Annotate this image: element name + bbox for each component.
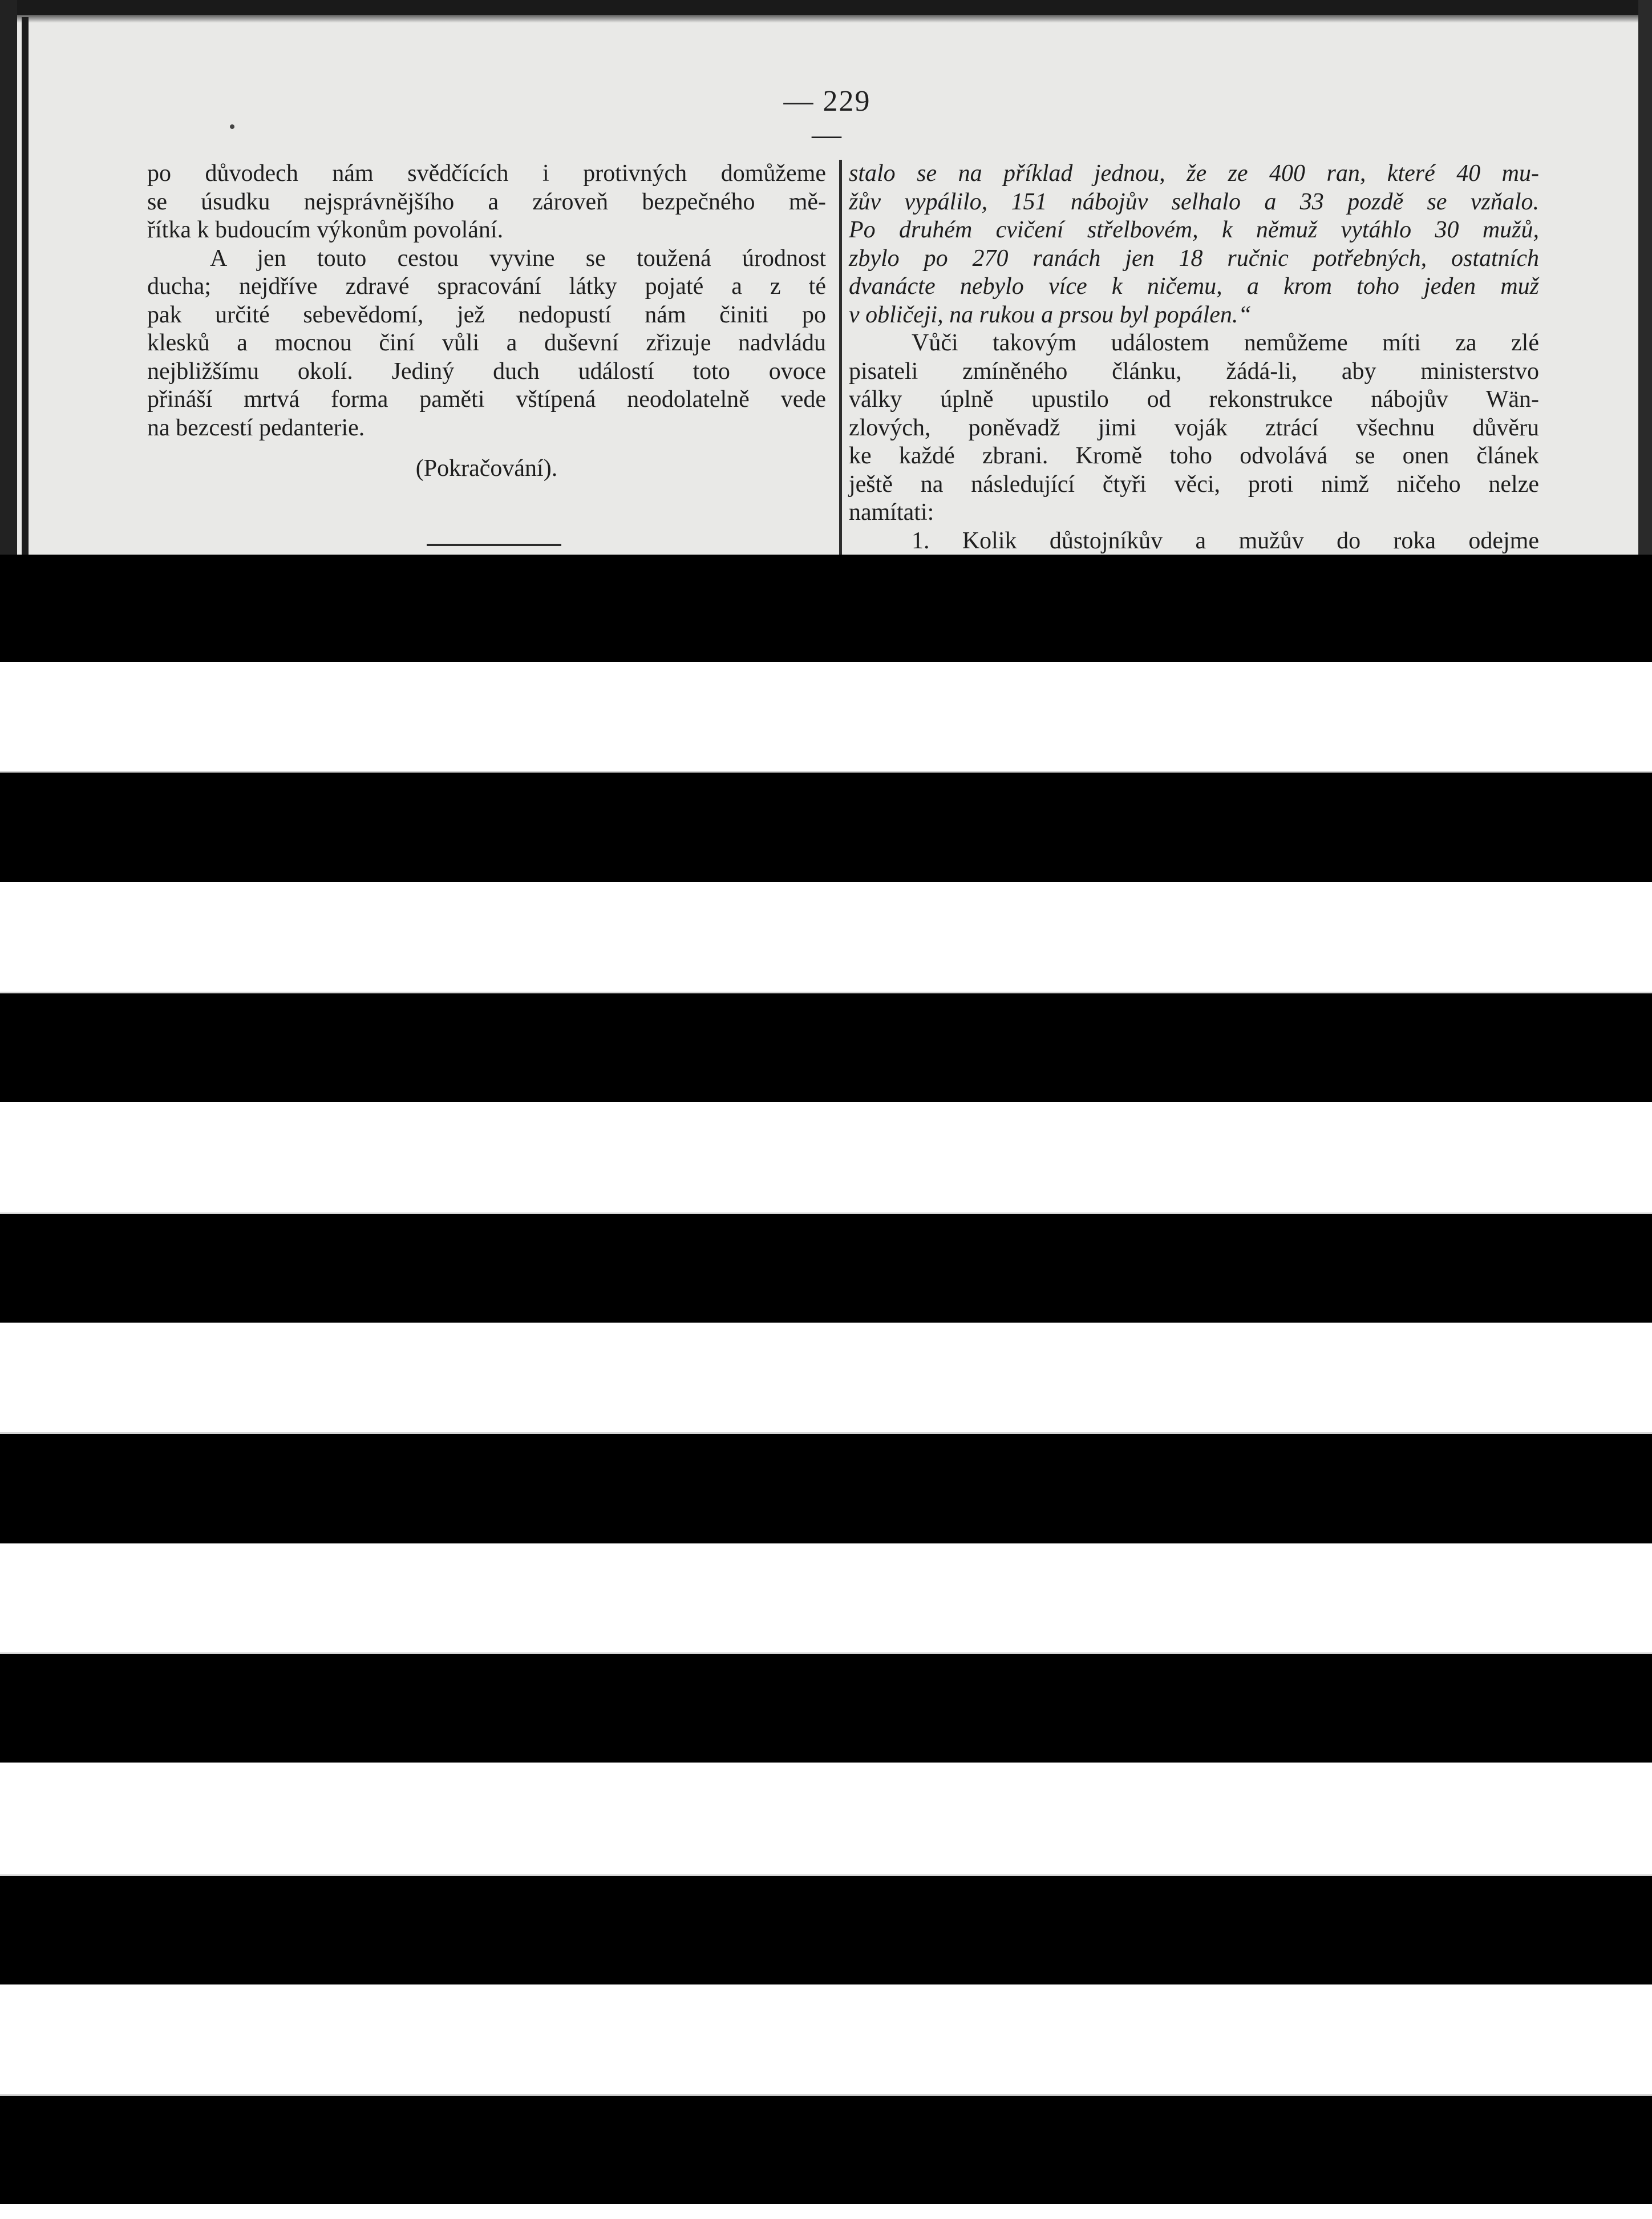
redaction-band (0, 773, 1652, 882)
continuation-note: (Pokračování). (415, 455, 558, 482)
redaction-band (0, 1434, 1652, 1543)
text-line: na bezcestí pedanterie. (147, 414, 365, 441)
text-line: ducha; nejdříve zdravé spracování látky pojaté a z té (147, 273, 826, 300)
text-line: Vůči takovým událostem nemůžeme míti za zlé (912, 330, 1539, 356)
left-column (147, 160, 826, 483)
right-column (849, 160, 1539, 555)
text-line: pisateli zmíněného článku, žádá-li, aby ministerstvo (849, 358, 1539, 385)
text-line: po důvodech nám svědčících i protivných domůžeme (147, 160, 826, 187)
page-left-edge (0, 0, 17, 559)
redaction-band (0, 993, 1652, 1102)
page-number: — 229 — (783, 85, 871, 151)
redaction-band (0, 555, 1652, 662)
article-separator (427, 544, 561, 546)
text-line: namítati: (849, 499, 934, 526)
redaction-band (0, 1214, 1652, 1323)
page-left-rule (22, 17, 29, 559)
text-line: zbylo po 270 ranách jen 18 ručnic potřebných, ostatních (849, 245, 1539, 272)
page-top-edge (0, 0, 1652, 15)
text-line: řítka k budoucím výkonům povolání. (147, 217, 504, 243)
text-line: ještě na následující čtyři věci, proti nimž ničeho nelze (849, 471, 1539, 498)
text-line: klesků a mocnou činí vůli a duševní zřizuje nadvládu (147, 330, 826, 356)
text-line: žův vypálilo, 151 nábojův selhalo a 33 pozdě se vzňalo. (849, 188, 1539, 215)
text-line: stalo se na příklad jednou, že ze 400 ran, které 40 mu- (849, 160, 1539, 187)
text-line: 1. Kolik důstojníkův a mužův do roka odejme (912, 527, 1539, 554)
text-line: dvanácte nebylo více k ničemu, a krom toho jeden muž (849, 273, 1539, 300)
text-line: nejbližšímu okolí. Jediný duch událostí toto ovoce (147, 358, 826, 385)
scanned-page (0, 0, 1652, 559)
text-line: v obličeji, na rukou a prsou byl popálen.“ (849, 301, 1252, 328)
redaction-band (0, 2096, 1652, 2204)
text-line: ke každé zbrani. Kromě toho odvolává se onen článek (849, 443, 1539, 469)
text-line: zlových, poněvadž jimi voják ztrácí všechnu důvěru (849, 414, 1539, 441)
redaction-band (0, 1876, 1652, 1984)
page-right-edge (1638, 0, 1652, 559)
redaction-band (0, 1654, 1652, 1763)
column-rule (839, 160, 842, 559)
text-line: A jen touto cestou vyvine se toužená úrodnost (210, 245, 826, 272)
page-top-shadow (0, 15, 1652, 23)
text-line: Po druhém cvičení střelbovém, k němuž vytáhlo 30 mužů, (849, 217, 1539, 243)
text-line: přináší mrtvá forma paměti vštípená neodolatelně vede (147, 386, 826, 413)
text-line: pak určité sebevědomí, jež nedopustí nám činiti po (147, 301, 826, 328)
ink-speck (230, 124, 234, 129)
text-line: války úplně upustilo od rekonstrukce nábojův Wän- (849, 386, 1539, 413)
text-line: se úsudku nejsprávnějšího a zároveň bezpečného mě- (147, 188, 826, 215)
